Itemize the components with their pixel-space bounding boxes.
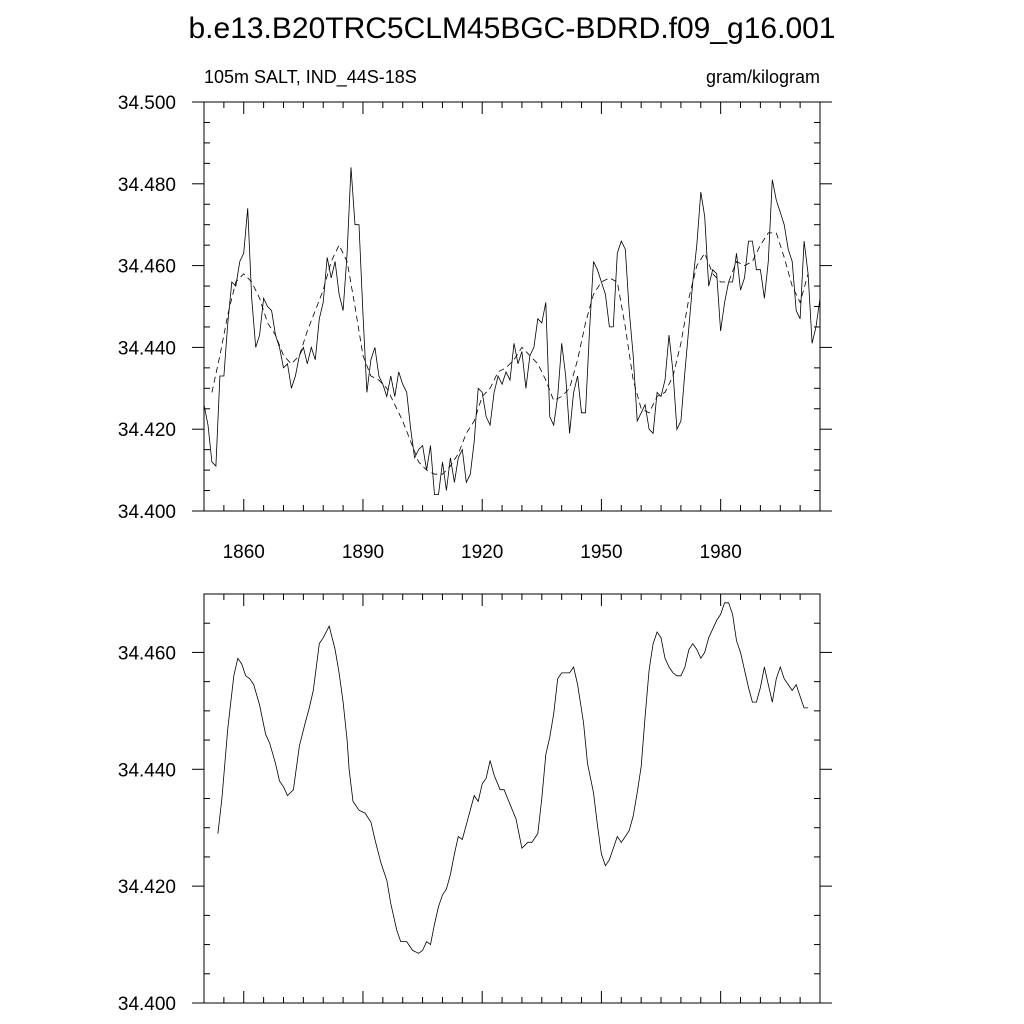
figure-title: b.e13.B20TRC5CLM45BGC-BDRD.f09_g16.001 bbox=[188, 12, 836, 45]
top-panel-x-tick-label: 1920 bbox=[461, 542, 504, 563]
top-panel-y-tick-label: 34.500 bbox=[117, 93, 176, 114]
bottom-panel-solid-series-line bbox=[218, 603, 808, 954]
bottom-panel-series bbox=[218, 603, 808, 954]
top-panel-x-tick-label: 1890 bbox=[341, 542, 385, 563]
top-panel-y-tick-label: 34.440 bbox=[117, 338, 176, 360]
top-panel-y-tick-label: 34.480 bbox=[117, 174, 176, 196]
bottom-panel-y-tick-label: 34.440 bbox=[117, 760, 176, 782]
top-panel-y-tick-label: 34.420 bbox=[117, 420, 176, 442]
top-panel-x-tick-label: 1860 bbox=[222, 542, 265, 563]
top-panel-units-label: gram/kilogram bbox=[705, 67, 820, 87]
top-panel-solid-series-line bbox=[204, 167, 820, 494]
top-panel bbox=[118, 67, 832, 563]
bottom-panel-ticks bbox=[118, 594, 832, 1015]
top-panel-dashed-series-line bbox=[212, 233, 808, 474]
bottom-panel-y-tick-label: 34.400 bbox=[117, 994, 176, 1015]
top-panel-variable-label: 105m SALT, IND_44S-18S bbox=[204, 67, 417, 87]
bottom-panel-plot-frame bbox=[204, 594, 820, 1003]
top-panel-plot-frame bbox=[204, 102, 820, 511]
top-panel-series bbox=[204, 167, 820, 494]
bottom-panel bbox=[118, 594, 832, 1015]
top-panel-y-tick-label: 34.460 bbox=[117, 256, 176, 278]
bottom-panel-y-tick-label: 34.460 bbox=[117, 643, 176, 665]
top-panel-x-tick-label: 1950 bbox=[580, 542, 623, 563]
bottom-panel-y-tick-label: 34.420 bbox=[117, 877, 176, 899]
top-panel-y-tick-label: 34.400 bbox=[117, 502, 176, 523]
top-panel-x-tick-label: 1980 bbox=[699, 542, 742, 563]
